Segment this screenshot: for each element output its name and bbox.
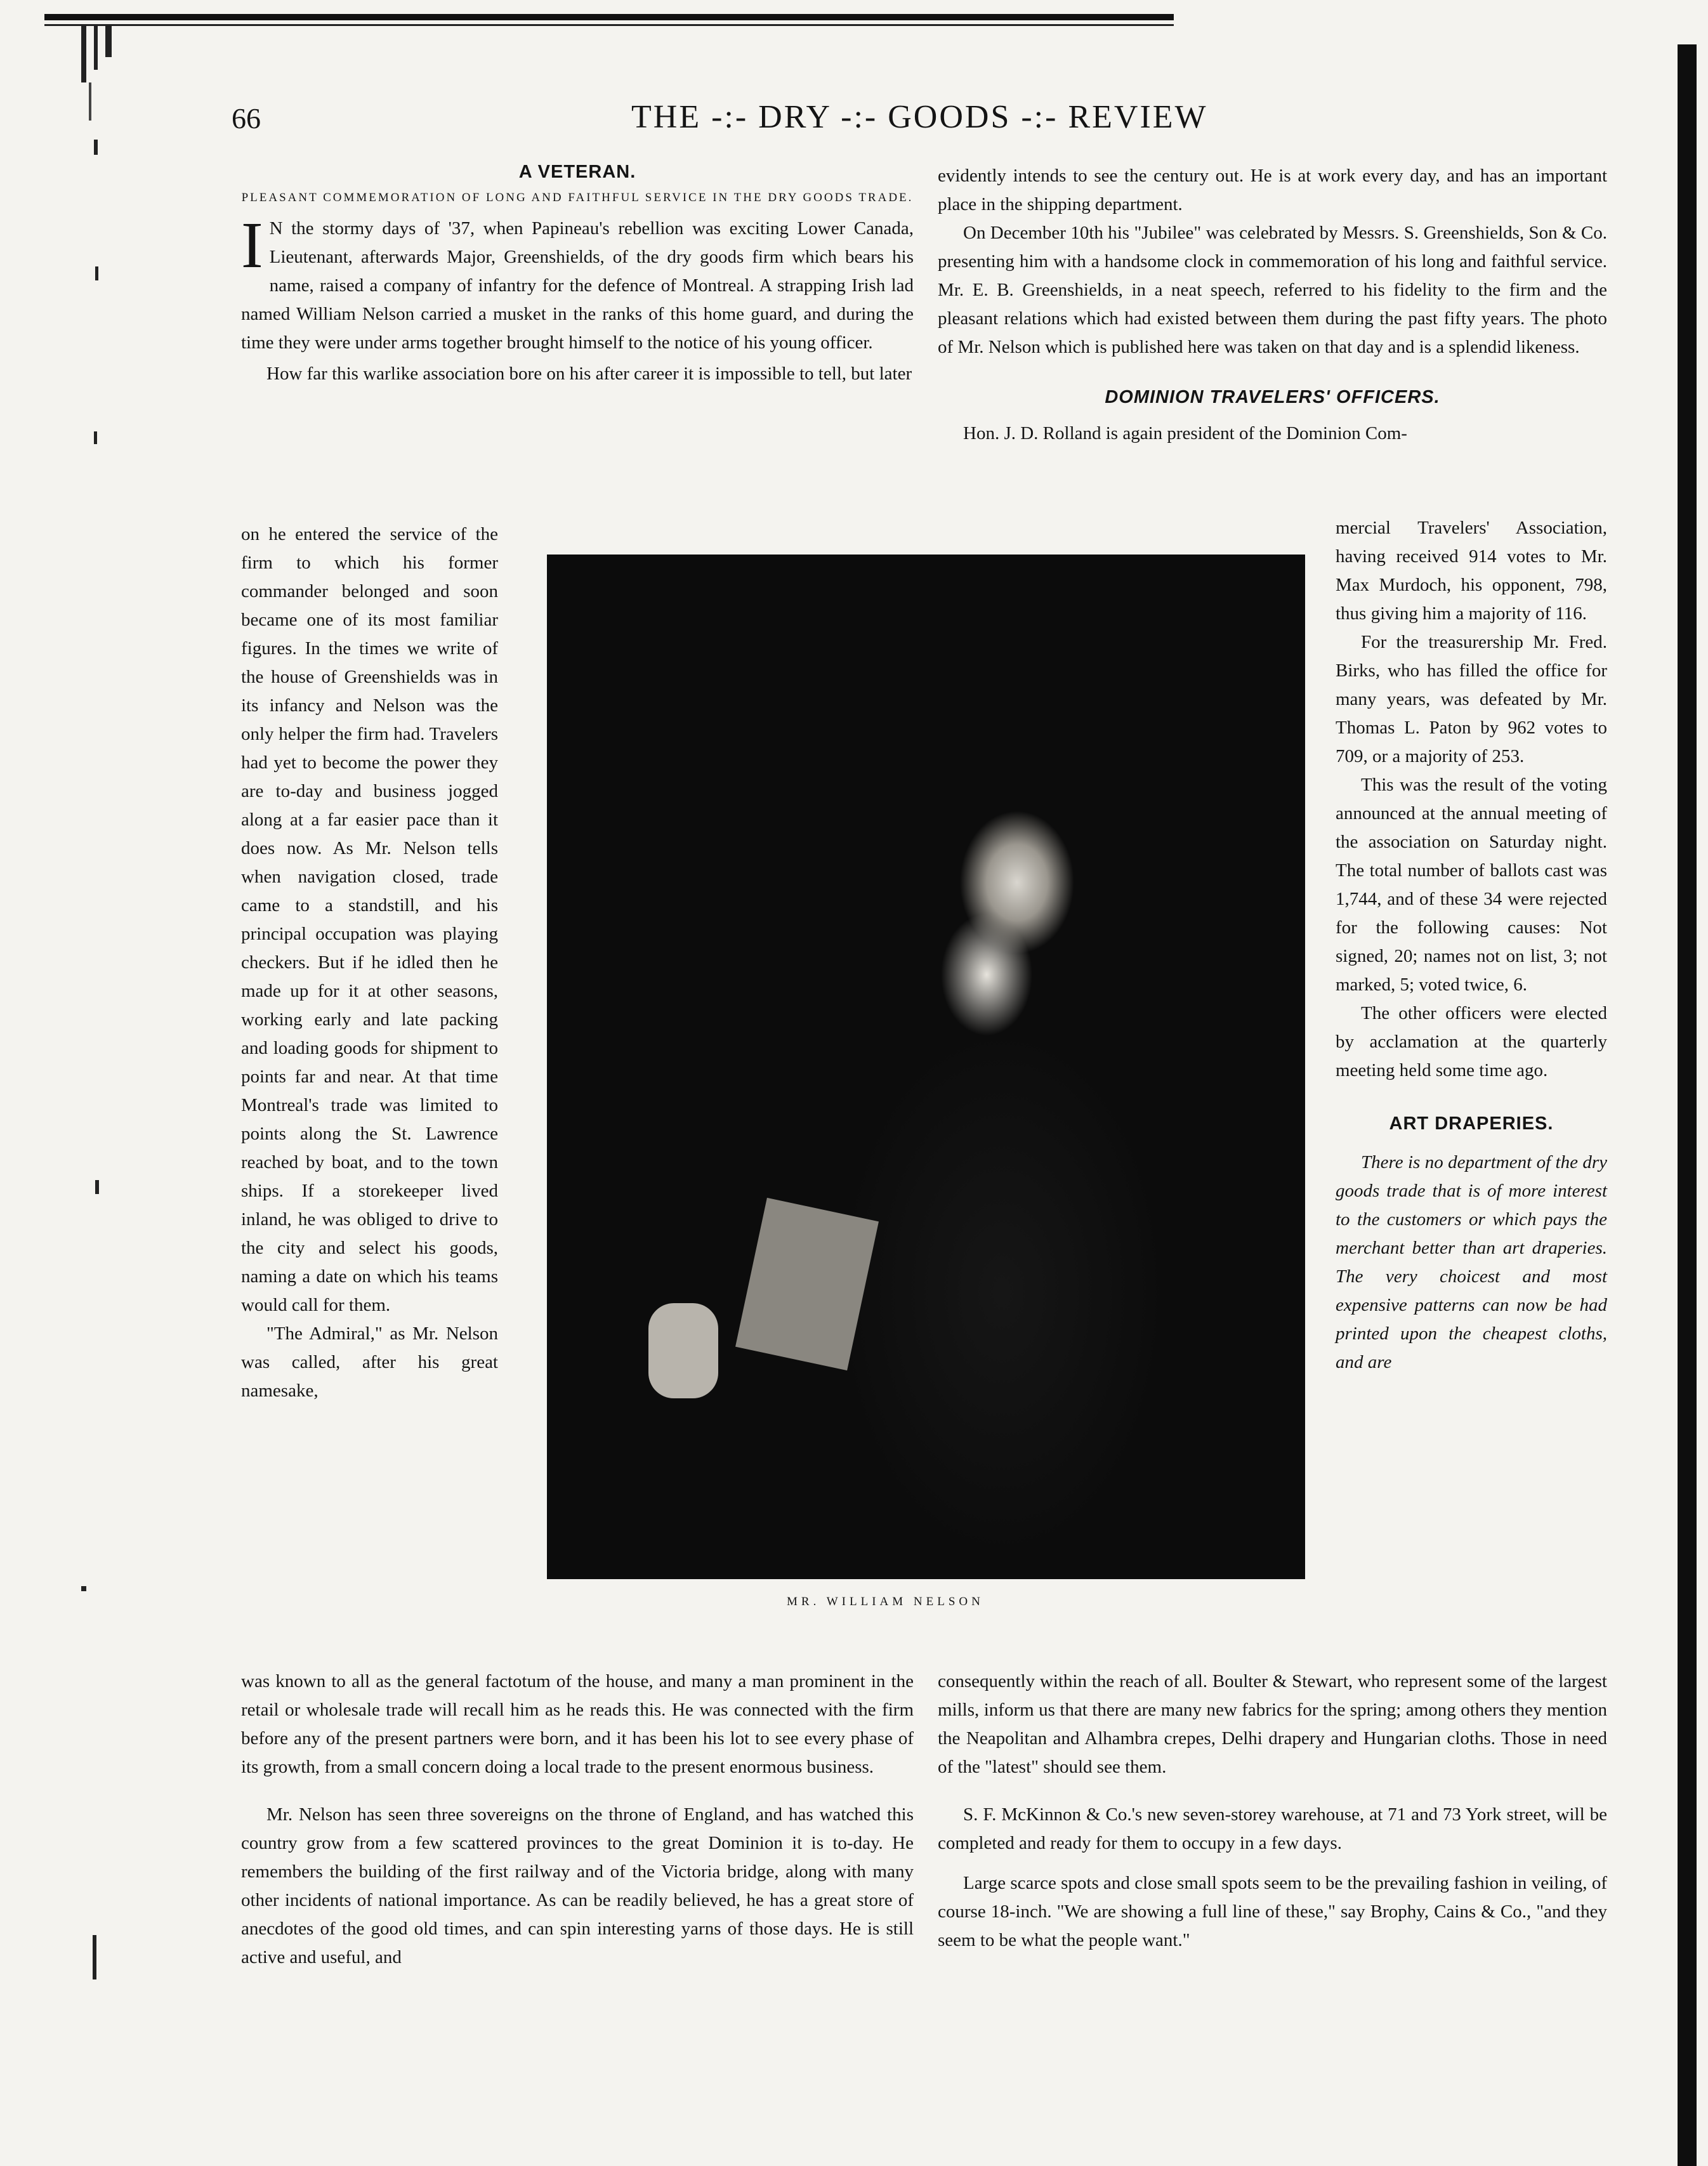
drop-cap: I (241, 209, 263, 282)
veteran-para3-full: was known to all as the general factotum of the house, and many a man prominent in the retail or wholesale trade will recall him as he reads this. He was connected with the firm before any of the present partners were born, and it has been his lot to see every phase of its growth, from a small concern doing a local trade to the present enormous business. (241, 1671, 914, 1777)
veteran-para4: Mr. Nelson has seen three sovereigns on the throne of England, and has watched this country grow from a few scattered provinces to the great Dominion it is to-day. He remembers the building of the first railway and of the Victoria bridge, along with many other incidents of national importance. As can be readily believed, he has a great store of anecdotes of the good old times, and can spin interesting yarns of those days. He is still active and useful, and (241, 1804, 914, 1967)
right-column-top (938, 162, 1607, 448)
veteran-para3-narrow: "The Admiral," as Mr. Nelson was called, after his great namesake, (241, 1323, 498, 1401)
scan-speck (95, 1180, 99, 1194)
photo-caption: MR. WILLIAM NELSON (787, 1595, 984, 1608)
masthead-title: THE -:- DRY -:- GOODS -:- REVIEW (631, 99, 1208, 135)
veteran-bottom-left (241, 1667, 914, 1972)
dominion-para4: The other officers were elected by acclamation at the quarterly meeting held some time ago. (1336, 1003, 1607, 1080)
art-para1-narrow: There is no department of the dry goods trade that is of more interest to the customers or which pays the merchant better than art draperies. The very choicest and most expensive patterns can now be had printed upon the cheapest cloths, and are (1336, 1152, 1607, 1372)
right-column-bottom (938, 1667, 1607, 1955)
veteran-subhead: PLEASANT COMMEMORATION OF LONG AND FAITHFUL SERVICE IN THE DRY GOODS TRADE. (241, 191, 914, 204)
veteran-narrow-column (241, 520, 498, 1405)
brief-mckinnon: S. F. McKinnon & Co.'s new seven-storey warehouse, at 71 and 73 York street, will be completed and ready for them to occupy in a few days. (938, 1804, 1607, 1853)
art-headline: ART DRAPERIES. (1389, 1113, 1554, 1134)
dominion-para3: This was the result of the voting announced at the annual meeting of the association on Saturday night. The total number of ballots cast was 1,744, and of these 34 were rejected for the following causes: Not signed, 20; names not on list, 3; not marked, 5; voted twice, 6. (1336, 775, 1607, 995)
dominion-narrow-column (1336, 514, 1607, 1377)
veteran-para2-intro: How far this warlike association bore on his after career it is impossible to tell, but later (266, 364, 912, 384)
scan-speck (94, 431, 97, 444)
scan-speck (94, 140, 98, 155)
dominion-para1-intro: Hon. J. D. Rolland is again president of the Dominion Com- (963, 423, 1407, 443)
scan-speck (93, 1935, 96, 1979)
veteran-headline: A VETERAN. (518, 162, 636, 182)
page-number: 66 (232, 102, 261, 135)
top-rule-thin (44, 24, 1174, 26)
veteran-para1 (241, 209, 914, 357)
scan-speck (95, 266, 98, 280)
dominion-para2: For the treasurership Mr. Fred. Birks, who has filled the office for many years, was defeated by Mr. Thomas L. Paton by 962 votes to 709, or a majority of 253. (1336, 632, 1607, 766)
veteran-article (241, 162, 914, 388)
scan-edge-bar (1678, 44, 1697, 2166)
dominion-para1-narrow: mercial Travelers' Association, having received 914 votes to Mr. Max Murdoch, his opponent, 798, thus giving him a majority of 116. (1336, 518, 1607, 624)
binding-edge-mark (76, 25, 165, 127)
photo-hand-shape (648, 1303, 718, 1398)
veteran-continuation: evidently intends to see the century out. He is at work every day, and has an important place in the shipping department. (938, 166, 1607, 214)
dominion-headline: DOMINION TRAVELERS' OFFICERS. (1105, 387, 1440, 407)
art-para1-full: consequently within the reach of all. Boulter & Stewart, who represent some of the largest mills, inform us that there are many new fabrics for the spring; among others they mention the Neapolitan and Alhambra crepes, Delhi drapery and Hungarian cloths. Those in need of the "latest" should see them. (938, 1671, 1607, 1777)
veteran-para2-narrow: on he entered the service of the firm to which his former commander belonged and soon became one of its most familiar figures. In the times we write of the house of Greenshields was in its infancy and Nelson was the only helper the firm had. Travelers had yet to become the power they are to-day and business jogged along at a far easier pace than it does now. As Mr. Nelson tells when navigation closed, trade came to a standstill, and his principal occupation was playing checkers. But if he idled then he made up for it at other seasons, working early and late packing and loading goods for shipment to points far and near. At that time Montreal's trade was limited to points along the St. Lawrence reached by boat, and to the town ships. If a storekeeper lived inland, he was obliged to drive to the city and select his goods, naming a date on which his teams would call for them. (241, 524, 498, 1315)
portrait-photo (547, 555, 1305, 1579)
top-rule (44, 14, 1174, 20)
veteran-para5: On December 10th his "Jubilee" was celebrated by Messrs. S. Greenshields, Son & Co. presenting him with a handsome clock in commemoration of his long and faithful service. Mr. E. B. Greenshields, in a neat speech, referred to his fidelity to the firm and the pleasant relations which had existed between them during the past fifty years. The photo of Mr. Nelson which is published here was taken on that day and is a splendid likeness. (938, 223, 1607, 357)
brief-scarfs: Large scarce spots and close small spots seem to be the prevailing fashion in veiling, of course 18-inch. "We are showing a full line of these," say Brophy, Cains & Co., "and they seem to be what the people want." (938, 1873, 1607, 1950)
photo-book-shape (735, 1198, 879, 1370)
scan-speck (81, 1586, 86, 1591)
veteran-para1-text: N the stormy days of '37, when Papineau's rebellion was exciting Lower Canada, Lieutenant, afterwards Major, Greenshields, of the dry goods firm which bears his name, raised a company of infantry for the defence of Montreal. A strapping Irish lad named William Nelson carried a musket in the ranks of this home guard, and during the time they were under arms together brought himself to the notice of his young officer. (241, 218, 914, 353)
